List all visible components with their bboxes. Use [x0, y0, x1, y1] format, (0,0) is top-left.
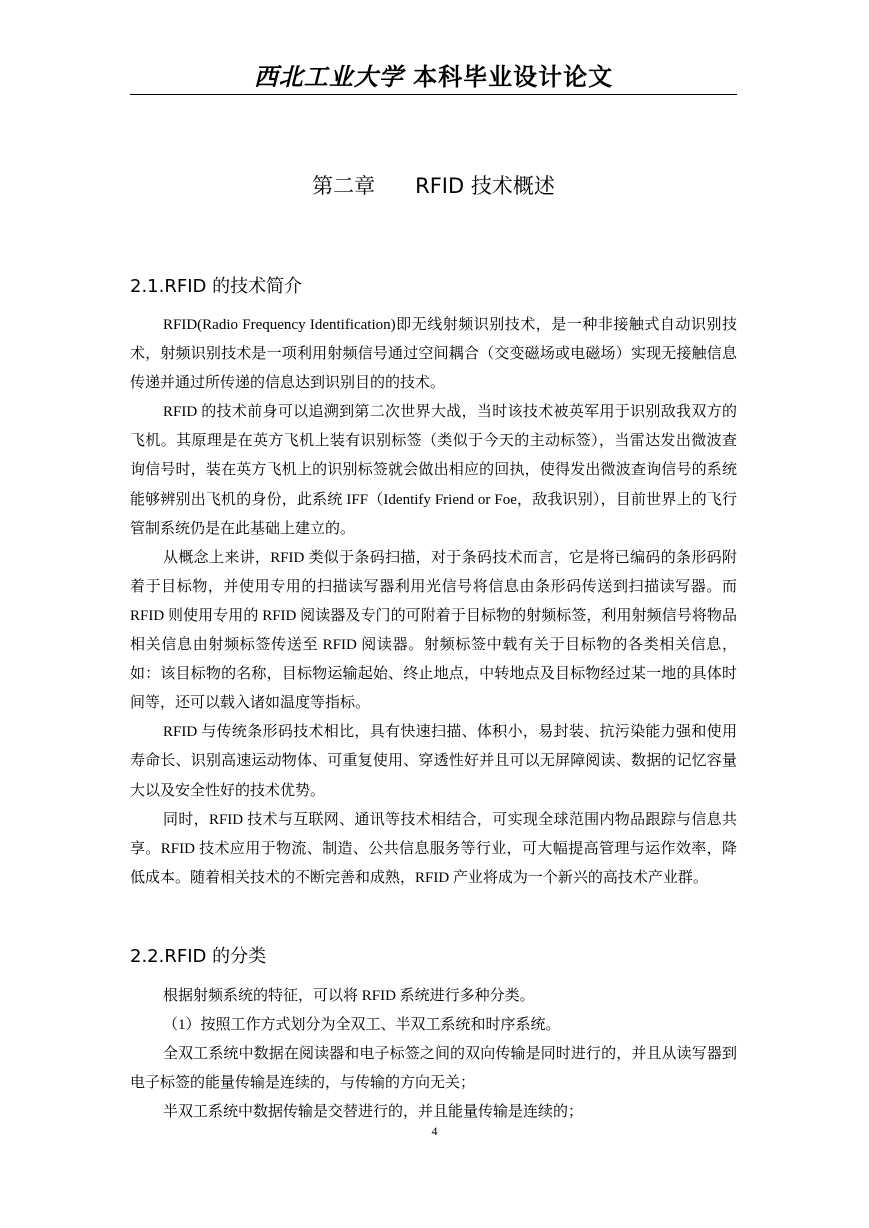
page-header [130, 60, 737, 93]
section-2-2-body [130, 982, 737, 1127]
chapter-name: RFID 技术概述 [415, 174, 555, 198]
paragraph: RFID 的技术前身可以追溯到第二次世界大战，当时该技术被英军用于识别敌我双方的飞机。其原理是在英方飞机上装有识别标签（类似于今天的主动标签），当雷达发出微波查询信号时，装在英方飞机上的识别标签就会做出相应的回执，使得发出微波查询信号的系统能够辨别出飞机的身份，此系统 IFF（Identify Friend or Foe，敌我识别），目前世界上的飞行管制系统仍是在此基础上建立的。 [130, 404, 737, 537]
document-type: 本科毕业设计论文 [413, 62, 614, 91]
header-divider [130, 94, 737, 95]
school-name: 西北工业大学 [253, 62, 404, 91]
paragraph: RFID 与传统条形码技术相比，具有快速扫描、体积小，易封装、抗污染能力强和使用寿命长、识别高速运动物体、可重复使用、穿透性好并且可以无屏障阅读、数据的记忆容量大以及安全性好的技术优势。 [130, 724, 737, 799]
section-heading-2-2: 2.2.RFID 的分类 [130, 946, 267, 967]
section-2-1-body [130, 311, 737, 893]
paragraph: 全双工系统中数据在阅读器和电子标签之间的双向传输是同时进行的，并且从读写器到电子标签的能量传输是连续的，与传输的方向无关； [130, 1046, 737, 1092]
chapter-title [130, 170, 737, 202]
page-number: 4 [431, 1124, 438, 1138]
paragraph: 从概念上来讲，RFID 类似于条码扫描，对于条码技术而言，它是将已编码的条形码附着于目标物，并使用专用的扫描读写器利用光信号将信息由条形码传送到扫描读写器。而 RFID 则使用专用的 RFID 阅读器及专门的可附着于目标物的射频标签，利用射频信号将物品相关信息由射频标签传送至 RFID 阅读器。射频标签中载有关于目标物的各类相关信息，如：该目标物的名称，目标物运输起始、终止地点，中转地点及目标物经过某一地的具体时间等，还可以载入诸如温度等指标。 [130, 549, 737, 712]
section-heading-2-1: 2.1.RFID 的技术简介 [130, 276, 303, 297]
paragraph: （1）按照工作方式划分为全双工、半双工系统和时序系统。 [163, 1017, 561, 1034]
paragraph: 半双工系统中数据传输是交替进行的，并且能量传输是连续的； [163, 1104, 584, 1121]
paragraph: 同时，RFID 技术与互联网、通讯等技术相结合，可实现全球范围内物品跟踪与信息共享。RFID 技术应用于物流、制造、公共信息服务等行业，可大幅提高管理与运作效率，降低成本。随着相关技术的不断完善和成熟，RFID 产业将成为一个新兴的高技术产业群。 [130, 811, 737, 886]
paragraph: RFID(Radio Frequency Identification)即无线射频识别技术，是一种非接触式自动识别技术，射频识别技术是一项利用射频信号通过空间耦合（交变磁场或电磁场）实现无接触信息传递并通过所传递的信息达到识别目的的技术。 [130, 317, 737, 392]
chapter-number: 第二章 [312, 174, 376, 198]
paragraph: 根据射频系统的特征，可以将 RFID 系统进行多种分类。 [163, 988, 535, 1004]
